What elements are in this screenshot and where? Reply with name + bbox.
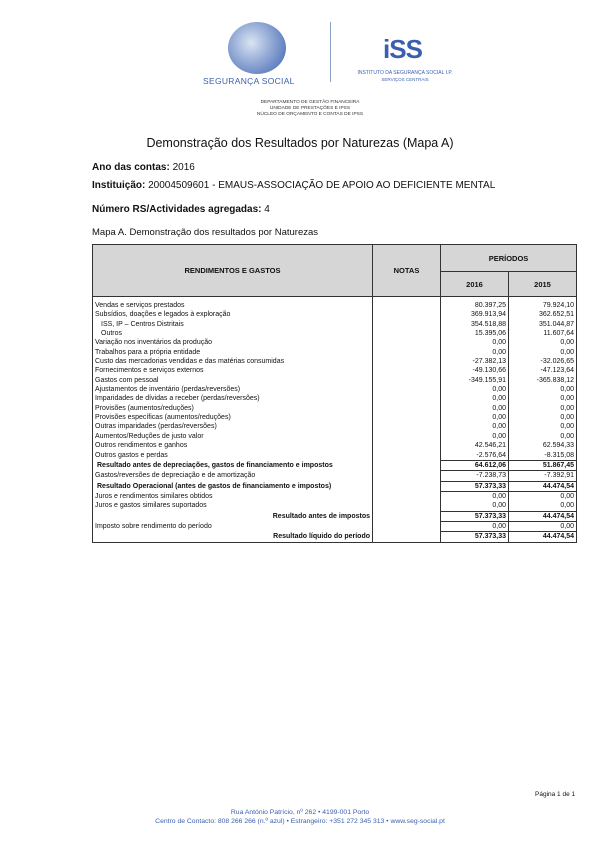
row-value-2016: -7.238,73 [441,471,509,481]
row-value-2016: 0,00 [441,385,509,394]
table-row [93,532,577,542]
row-notas [373,491,441,501]
row-value-2016: 0,00 [441,521,509,531]
table-row [93,460,577,470]
ano-value: 2016 [172,162,195,173]
row-notas [373,310,441,319]
ano-label: Ano das contas: [92,162,170,173]
table-row [93,404,577,413]
row-notas [373,422,441,431]
row-notas [373,329,441,338]
document-title: Demonstração dos Resultados por Naturezas (Mapa A) [146,136,454,150]
logo-divider [330,22,331,82]
unit-line: UNIDADE DE PRESTAÇÕES E IPSS [269,106,351,111]
row-value-2016: -49.130,66 [441,366,509,375]
row-label: Ajustamentos de inventário (perdas/reversões) [93,385,373,394]
iss-logo-name: INSTITUTO DA SEGURANÇA SOCIAL I.P. [357,70,453,76]
row-value-2015: 44.474,54 [509,511,577,521]
row-value-2015: 0,00 [509,413,577,422]
row-notas [373,348,441,357]
row-value-2015: 0,00 [509,521,577,531]
row-value-2015: 0,00 [509,385,577,394]
row-value-2016: 0,00 [441,432,509,441]
row-label: Resultado líquido do período [93,532,373,542]
row-value-2015: 0,00 [509,404,577,413]
table-row [93,501,577,511]
row-label: Juros e gastos similares suportados [93,501,373,511]
row-label: Outros rendimentos e ganhos [93,441,373,450]
nucleus-line: NÚCLEO DE ORÇAMENTO E CONTAS DE IPSS [256,112,364,117]
row-value-2016: 0,00 [441,422,509,431]
header-rendimentos-gastos: RENDIMENTOS E GASTOS [93,245,373,297]
row-value-2015: 44.474,54 [509,481,577,491]
row-value-2015: -7.392,91 [509,471,577,481]
row-value-2015: 0,00 [509,348,577,357]
row-value-2016: -27.382,13 [441,357,509,366]
instituicao-value: 20004509601 - EMAUS-ASSOCIAÇÃO DE APOIO AO DEFICIENTE MENTAL [148,180,496,191]
rs-label: Número RS/Actividades agregadas: [92,204,262,215]
seguranca-social-logo-icon [228,22,286,74]
table-row [93,376,577,385]
row-notas [373,460,441,470]
row-notas [373,481,441,491]
ano-das-contas [92,162,195,173]
row-value-2015: 0,00 [509,501,577,511]
table-row [93,320,577,329]
row-notas [373,532,441,542]
table-row [93,521,577,531]
row-notas [373,301,441,310]
row-value-2016: 369.913,94 [441,310,509,319]
row-value-2016: 57.373,33 [441,511,509,521]
row-label: Juros e rendimentos similares obtidos [93,491,373,501]
row-value-2015: 362.652,51 [509,310,577,319]
table-row [93,329,577,338]
row-label: ISS, IP – Centros Distritais [93,320,373,329]
row-label: Provisões (aumentos/reduções) [93,404,373,413]
row-value-2016: 0,00 [441,394,509,403]
row-notas [373,521,441,531]
row-value-2015: -365.838,12 [509,376,577,385]
seguranca-social-logo-text: SEGURANÇA SOCIAL [203,76,295,86]
row-label: Vendas e serviços prestados [93,301,373,310]
page-number: Página 1 de 1 [535,791,576,798]
row-value-2015: 0,00 [509,338,577,347]
row-label: Imposto sobre rendimento do período [93,521,373,531]
table-row [93,471,577,481]
table-row [93,441,577,450]
iss-logo-subtitle: SERVIÇOS CENTRAIS [381,77,429,82]
instituicao [92,180,495,191]
row-value-2016: 0,00 [441,404,509,413]
row-value-2015: 0,00 [509,491,577,501]
row-label: Gastos com pessoal [93,376,373,385]
row-label: Subsídios, doações e legados à exploração [93,310,373,319]
row-value-2015: 0,00 [509,394,577,403]
row-value-2016: 80.397,25 [441,301,509,310]
row-value-2015: -32.026,65 [509,357,577,366]
row-value-2016: 57.373,33 [441,481,509,491]
header-notas: NOTAS [373,245,441,297]
table-row [93,511,577,521]
table-row [93,348,577,357]
row-value-2015: 0,00 [509,422,577,431]
row-label: Outras imparidades (perdas/reversões) [93,422,373,431]
table-row [93,338,577,347]
table-row [93,481,577,491]
instituicao-label: Instituição: [92,180,146,191]
row-label: Variação nos inventários da produção [93,338,373,347]
row-value-2016: 0,00 [441,501,509,511]
row-value-2015: -47.123,64 [509,366,577,375]
row-notas [373,451,441,461]
row-notas [373,501,441,511]
row-notas [373,432,441,441]
row-label: Resultado antes de depreciações, gastos de financiamento e impostos [93,460,373,470]
header-year-2015: 2015 [509,272,577,297]
table-row [93,301,577,310]
row-value-2016: -2.576,64 [441,451,509,461]
row-label: Outros gastos e perdas [93,451,373,461]
row-value-2015: 79.924,10 [509,301,577,310]
table-row [93,491,577,501]
row-notas [373,413,441,422]
footer-contact: Centro de Contacto: 808 266 266 (n.º azul) • Estrangeiro: +351 272 345 313 • www.seg-social.pt [155,818,445,825]
row-value-2015: 44.474,54 [509,532,577,542]
row-label: Provisões específicas (aumentos/reduções) [93,413,373,422]
row-value-2015: 11.607,64 [509,329,577,338]
header-periodos: PERÍODOS [441,245,577,272]
rs-value: 4 [264,204,270,215]
row-notas [373,366,441,375]
table-row [93,357,577,366]
numero-rs [92,204,270,215]
table-row [93,413,577,422]
row-value-2015: 351.044,87 [509,320,577,329]
iss-logo-icon: iSS [383,34,422,64]
row-label: Outros [93,329,373,338]
row-label: Resultado antes de impostos [93,511,373,521]
row-notas [373,320,441,329]
row-notas [373,385,441,394]
row-value-2015: -8.315,08 [509,451,577,461]
footer-address: Rua António Patrício, nº 262 • 4199-001 Porto [230,809,370,816]
row-notas [373,511,441,521]
row-label: Resultado Operacional (antes de gastos de financiamento e impostos) [93,481,373,491]
table-row [93,422,577,431]
row-value-2016: 0,00 [441,348,509,357]
row-value-2016: 15.395,06 [441,329,509,338]
row-value-2016: 0,00 [441,491,509,501]
row-label: Custo das mercadorias vendidas e das matérias consumidas [93,357,373,366]
row-value-2016: 64.612,06 [441,460,509,470]
row-notas [373,357,441,366]
row-label: Gastos/reversões de depreciação e de amortização [93,471,373,481]
table-row [93,394,577,403]
row-notas [373,376,441,385]
mapa-caption: Mapa A. Demonstração dos resultados por Naturezas [92,227,319,238]
table-body [93,297,577,543]
department-line: DEPARTAMENTO DE GESTÃO FINANCEIRA [260,100,360,105]
table-row [93,432,577,441]
row-notas [373,471,441,481]
row-value-2016: 42.546,21 [441,441,509,450]
row-value-2016: 57.373,33 [441,532,509,542]
results-table [92,244,576,543]
table-row [93,385,577,394]
table-row [93,451,577,461]
table-row [93,366,577,375]
row-value-2015: 62.594,33 [509,441,577,450]
row-value-2015: 0,00 [509,432,577,441]
row-label: Aumentos/Reduções de justo valor [93,432,373,441]
row-notas [373,404,441,413]
row-value-2016: -349.155,91 [441,376,509,385]
row-value-2016: 354.518,88 [441,320,509,329]
row-value-2016: 0,00 [441,338,509,347]
row-notas [373,394,441,403]
row-label: Trabalhos para a própria entidade [93,348,373,357]
row-notas [373,338,441,347]
row-notas [373,441,441,450]
row-label: Fornecimentos e serviços externos [93,366,373,375]
row-label: Imparidades de dívidas a receber (perdas/reversões) [93,394,373,403]
header-year-2016: 2016 [441,272,509,297]
table-row [93,310,577,319]
row-value-2016: 0,00 [441,413,509,422]
row-value-2015: 51.867,45 [509,460,577,470]
